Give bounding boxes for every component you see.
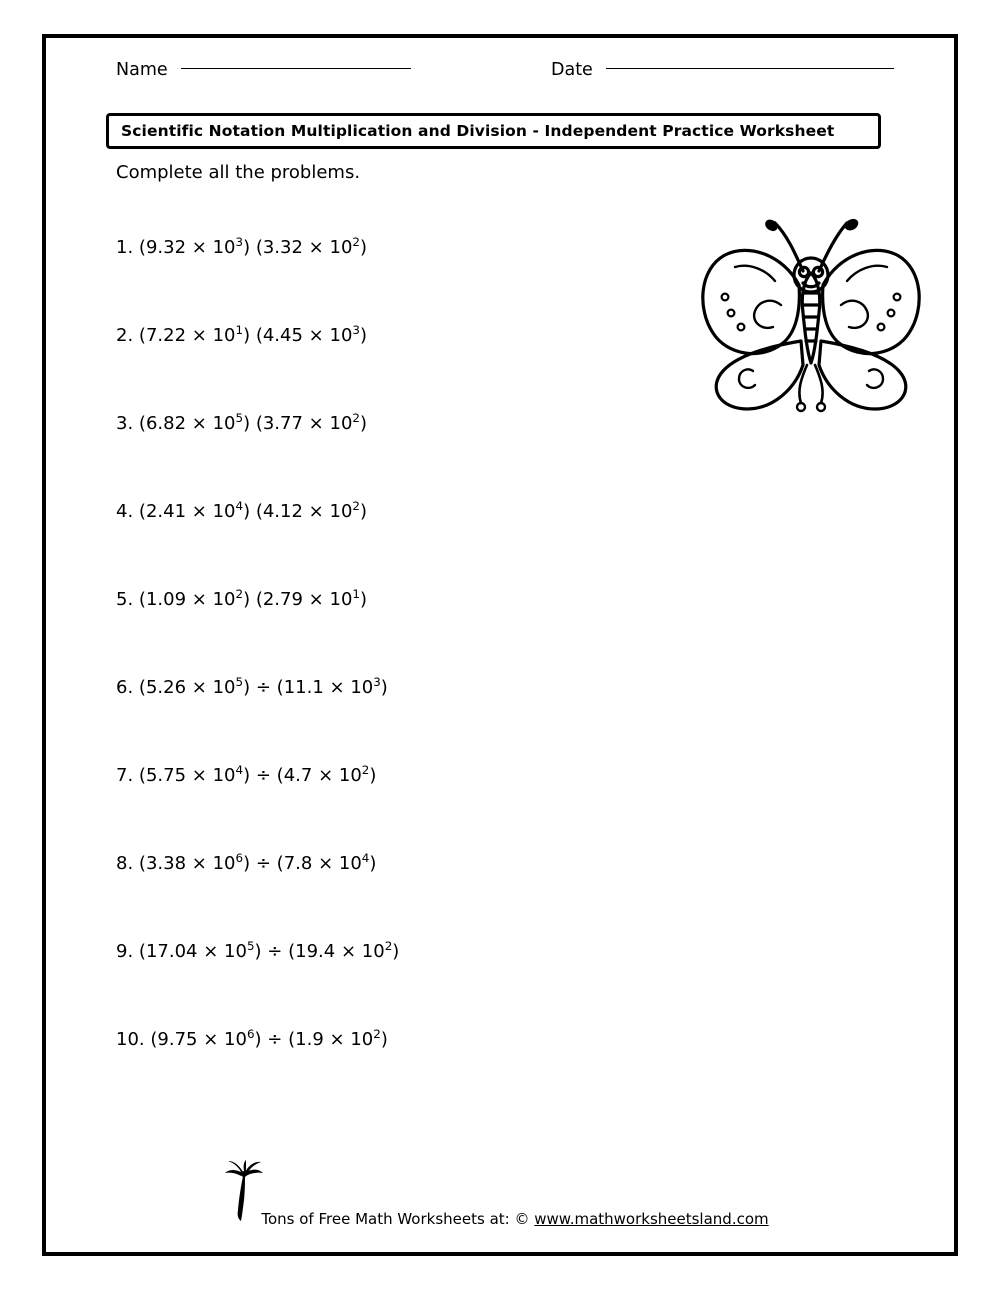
instruction-text: Complete all the problems. xyxy=(116,162,361,183)
list-item xyxy=(116,323,676,414)
paren-open-2: ( xyxy=(288,941,296,962)
exponent-a: 4 xyxy=(235,763,244,777)
times-icon-2: × xyxy=(308,589,324,610)
mantissa-a: 9.32 xyxy=(145,237,187,258)
mantissa-b: 11.1 xyxy=(283,677,324,698)
base-b: 10 xyxy=(361,941,385,962)
worksheet-title-bar xyxy=(106,113,881,149)
date-field-group xyxy=(551,60,894,80)
list-item xyxy=(116,763,676,854)
paren-open-2: ( xyxy=(276,765,284,786)
times-icon-2: × xyxy=(340,941,357,962)
exponent-a: 5 xyxy=(235,675,244,689)
exponent-a: 6 xyxy=(235,851,244,865)
paren-close-2: ) xyxy=(359,589,367,610)
date-input-line[interactable] xyxy=(606,68,894,69)
mantissa-b: 3.77 xyxy=(262,413,303,434)
paren-open-2: ( xyxy=(255,237,263,258)
problem-number: 9. xyxy=(116,941,134,962)
paren-open: ( xyxy=(138,677,146,698)
base-a: 10 xyxy=(212,501,236,522)
exponent-a: 5 xyxy=(246,939,255,953)
paren-open: ( xyxy=(138,765,146,786)
paren-close: ) xyxy=(243,765,251,786)
paren-open: ( xyxy=(138,237,146,258)
paren-close-2: ) xyxy=(392,941,400,962)
exponent-a: 5 xyxy=(235,411,244,425)
base-b: 10 xyxy=(329,589,353,610)
exponent-b: 2 xyxy=(352,235,360,249)
exponent-a: 4 xyxy=(235,499,244,513)
paren-open-2: ( xyxy=(276,677,284,698)
paren-close-2: ) xyxy=(369,853,377,874)
paren-close-2: ) xyxy=(359,413,367,434)
paren-open-2: ( xyxy=(255,325,263,346)
times-icon: × xyxy=(203,1029,219,1050)
times-icon: × xyxy=(191,325,207,346)
paren-close: ) xyxy=(243,325,251,346)
base-b: 10 xyxy=(329,237,353,258)
mantissa-b: 19.4 xyxy=(295,941,336,962)
paren-open: ( xyxy=(138,589,146,610)
name-date-row xyxy=(116,60,906,90)
exponent-b: 4 xyxy=(361,851,370,865)
paren-open-2: ( xyxy=(288,1029,296,1050)
mantissa-b: 3.32 xyxy=(262,237,303,258)
exponent-b: 2 xyxy=(384,939,393,953)
paren-close-2: ) xyxy=(359,237,367,258)
times-icon-2: × xyxy=(308,501,324,522)
times-icon-2: × xyxy=(308,413,324,434)
base-b: 10 xyxy=(338,765,362,786)
base-b: 10 xyxy=(350,1029,374,1050)
paren-close: ) xyxy=(243,413,251,434)
base-a: 10 xyxy=(212,413,236,434)
date-label: Date xyxy=(551,60,593,80)
base-b: 10 xyxy=(329,325,353,346)
problem-number: 7. xyxy=(116,765,134,786)
mantissa-a: 3.38 xyxy=(145,853,187,874)
exponent-a: 3 xyxy=(235,235,244,249)
times-icon-2: × xyxy=(329,677,345,698)
base-a: 10 xyxy=(212,325,236,346)
times-icon: × xyxy=(191,677,207,698)
problem-number: 10. xyxy=(116,1029,145,1050)
base-b: 10 xyxy=(350,677,374,698)
problem-number: 5. xyxy=(116,589,134,610)
paren-open: ( xyxy=(138,413,146,434)
list-item xyxy=(116,675,676,766)
mantissa-a: 5.75 xyxy=(145,765,187,786)
problem-number: 8. xyxy=(116,853,134,874)
page-title: Scientific Notation Multiplication and Division - Independent Practice Worksheet xyxy=(121,122,835,140)
base-a: 10 xyxy=(212,237,236,258)
times-icon-2: × xyxy=(318,765,334,786)
problem-list xyxy=(116,235,676,1118)
list-item xyxy=(116,851,676,942)
paren-close: ) xyxy=(243,589,251,610)
mantissa-a: 17.04 xyxy=(145,941,198,962)
base-a: 10 xyxy=(224,941,247,962)
mantissa-b: 4.7 xyxy=(283,765,313,786)
problem-number: 6. xyxy=(116,677,134,698)
exponent-b: 2 xyxy=(352,499,360,513)
times-icon-2: × xyxy=(308,325,324,346)
times-icon-2: × xyxy=(318,853,334,874)
base-a: 10 xyxy=(224,1029,247,1050)
base-b: 10 xyxy=(329,413,353,434)
paren-open: ( xyxy=(138,853,146,874)
base-a: 10 xyxy=(212,853,236,874)
exponent-b: 2 xyxy=(361,763,370,777)
paren-open-2: ( xyxy=(255,413,263,434)
footer-label: Tons of Free Math Worksheets at: © xyxy=(261,1210,530,1228)
footer-link[interactable]: www.mathworksheetsland.com xyxy=(534,1210,769,1228)
times-icon: × xyxy=(191,501,207,522)
paren-close: ) xyxy=(254,1029,262,1050)
mantissa-b: 1.9 xyxy=(295,1029,324,1050)
paren-close-2: ) xyxy=(369,765,377,786)
problem-number: 2. xyxy=(116,325,134,346)
mantissa-a: 9.75 xyxy=(157,1029,198,1050)
mantissa-a: 1.09 xyxy=(145,589,187,610)
paren-open-2: ( xyxy=(255,501,263,522)
operator: ÷ xyxy=(267,941,283,962)
base-b: 10 xyxy=(329,501,353,522)
operator: ÷ xyxy=(255,677,271,698)
operator: ÷ xyxy=(255,765,271,786)
paren-open-2: ( xyxy=(276,853,284,874)
exponent-a: 1 xyxy=(235,323,244,337)
exponent-b: 3 xyxy=(373,675,381,689)
times-icon-2: × xyxy=(308,237,324,258)
exponent-a: 6 xyxy=(246,1027,255,1041)
footer xyxy=(46,1210,954,1228)
paren-close: ) xyxy=(254,941,262,962)
list-item xyxy=(116,939,676,1030)
paren-close-2: ) xyxy=(380,1029,388,1050)
butterfly-clipart xyxy=(691,193,931,423)
exponent-b: 2 xyxy=(352,411,360,425)
mantissa-b: 2.79 xyxy=(262,589,303,610)
times-icon: × xyxy=(203,941,219,962)
list-item xyxy=(116,499,676,590)
paren-close-2: ) xyxy=(359,501,367,522)
list-item xyxy=(116,587,676,678)
mantissa-b: 4.12 xyxy=(262,501,303,522)
paren-open: ( xyxy=(138,325,146,346)
operator: ÷ xyxy=(267,1029,283,1050)
times-icon: × xyxy=(191,237,207,258)
paren-close: ) xyxy=(243,677,251,698)
list-item xyxy=(116,235,676,326)
times-icon-2: × xyxy=(329,1029,345,1050)
exponent-b: 1 xyxy=(352,587,360,601)
exponent-b: 2 xyxy=(373,1027,381,1041)
paren-close-2: ) xyxy=(380,677,388,698)
base-a: 10 xyxy=(212,589,236,610)
paren-open: ( xyxy=(138,501,146,522)
name-field-group xyxy=(116,60,411,80)
footer-text xyxy=(231,1210,768,1228)
name-label: Name xyxy=(116,60,168,80)
base-a: 10 xyxy=(212,765,236,786)
problem-number: 4. xyxy=(116,501,134,522)
paren-close: ) xyxy=(243,237,251,258)
mantissa-a: 7.22 xyxy=(145,325,187,346)
mantissa-b: 7.8 xyxy=(283,853,313,874)
worksheet-page xyxy=(42,34,958,1256)
times-icon: × xyxy=(191,413,207,434)
list-item xyxy=(116,411,676,502)
mantissa-a: 5.26 xyxy=(145,677,187,698)
mantissa-a: 6.82 xyxy=(145,413,187,434)
times-icon: × xyxy=(191,853,207,874)
paren-open: ( xyxy=(138,941,146,962)
mantissa-b: 4.45 xyxy=(262,325,303,346)
palm-tree-icon xyxy=(224,1160,264,1222)
base-b: 10 xyxy=(338,853,362,874)
times-icon: × xyxy=(191,589,207,610)
paren-open: ( xyxy=(150,1029,158,1050)
mantissa-a: 2.41 xyxy=(145,501,187,522)
list-item xyxy=(116,1027,676,1118)
exponent-a: 2 xyxy=(235,587,244,601)
paren-close-2: ) xyxy=(359,325,367,346)
paren-close: ) xyxy=(243,501,251,522)
name-input-line[interactable] xyxy=(181,68,411,69)
problem-number: 3. xyxy=(116,413,134,434)
paren-open-2: ( xyxy=(255,589,263,610)
operator: ÷ xyxy=(255,853,271,874)
times-icon: × xyxy=(191,765,207,786)
base-a: 10 xyxy=(212,677,236,698)
problem-number: 1. xyxy=(116,237,134,258)
paren-close: ) xyxy=(243,853,251,874)
exponent-b: 3 xyxy=(352,323,360,337)
